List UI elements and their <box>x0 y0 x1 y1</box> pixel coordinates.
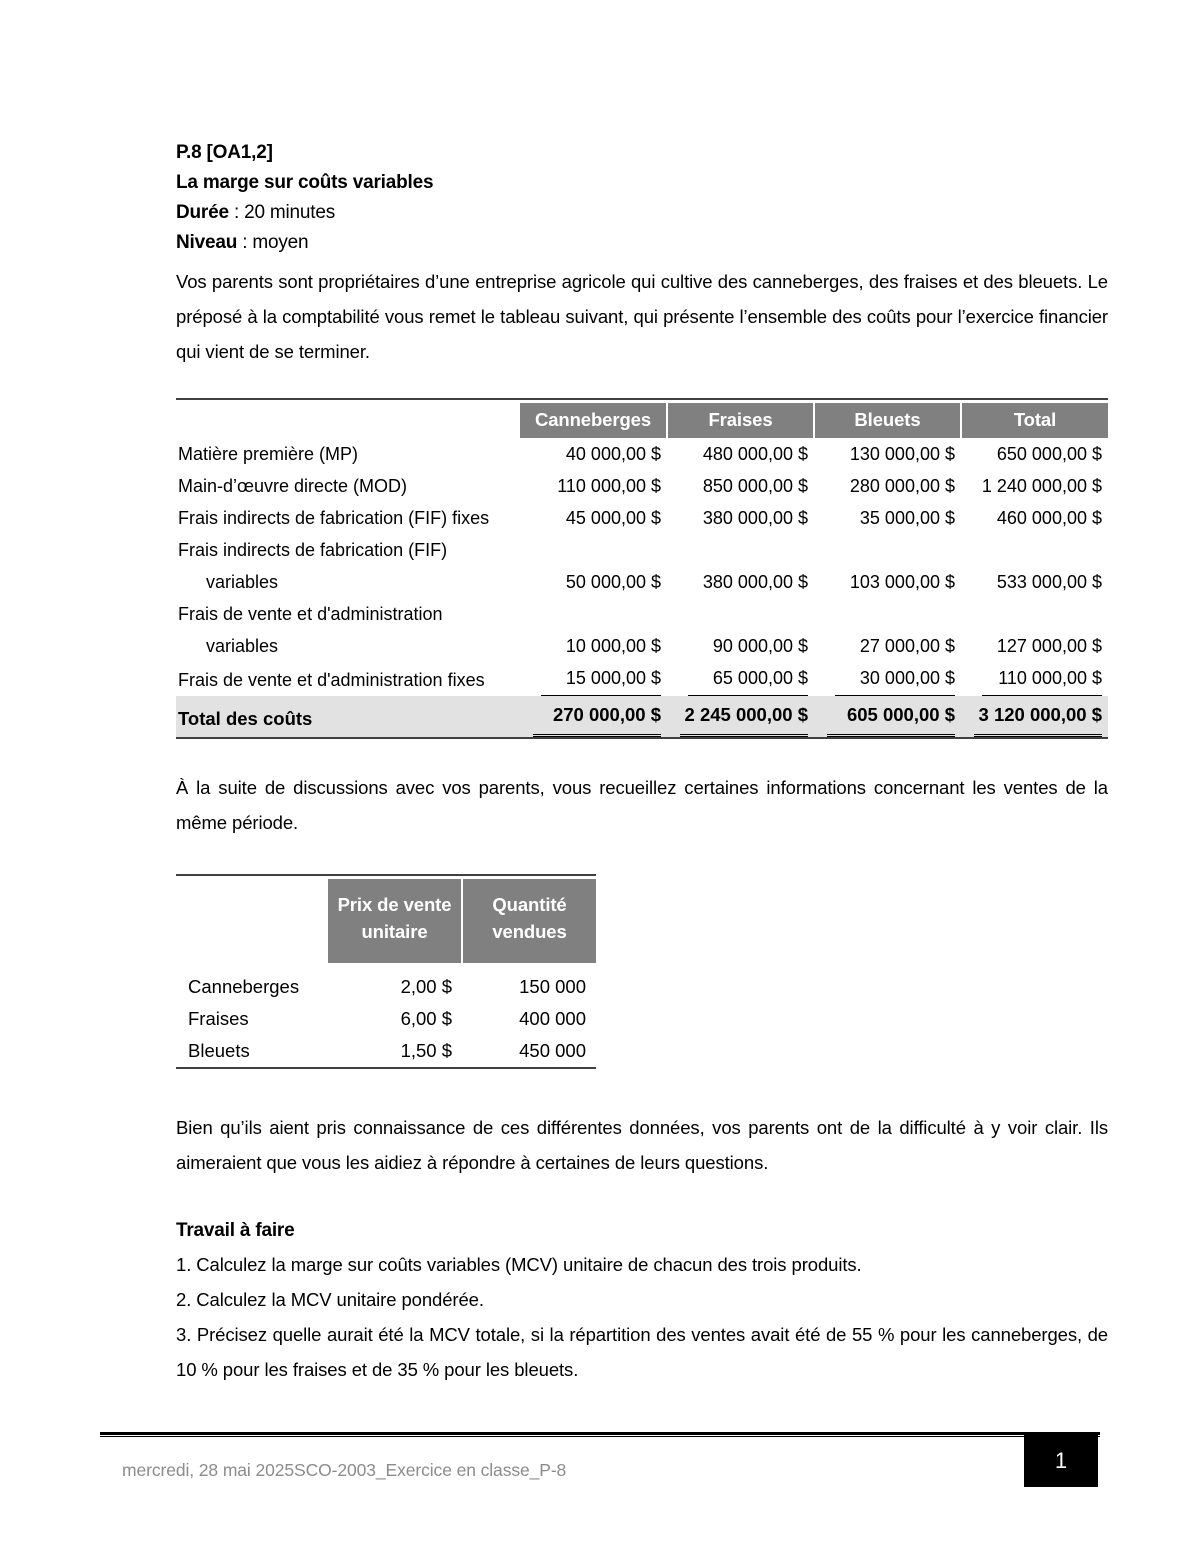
middle-paragraph: À la suite de discussions avec vos parents, vous recueillez certaines informations concernant les ventes de la même période. <box>176 777 1108 833</box>
sales-table-bottom-rule <box>176 1068 596 1072</box>
cost-table <box>176 398 1108 742</box>
cost-table-bottom-rule <box>176 738 1108 742</box>
table-row <box>176 438 1108 470</box>
total-cell: 2 245 000,00 $ <box>667 696 814 738</box>
table-row <box>176 534 1108 566</box>
table-row <box>176 662 1108 696</box>
total-cell: 3 120 000,00 $ <box>961 696 1108 738</box>
cost-cell-empty <box>667 598 814 630</box>
cost-cell-empty <box>520 598 667 630</box>
cost-col-header-canneberges: Canneberges <box>520 403 667 438</box>
total-row-label: Total des coûts <box>176 696 520 738</box>
work-item: 2. Calculez la MCV unitaire pondérée. <box>176 1289 484 1310</box>
cost-row-label: Main-d’œuvre directe (MOD) <box>178 476 408 496</box>
cost-cell: 850 000,00 $ <box>702 476 808 496</box>
table-row <box>176 598 1108 630</box>
cost-row-label: Frais de vente et d'administration fixes <box>178 670 485 690</box>
sales-price-cell: 6,00 $ <box>400 1008 452 1029</box>
table-row <box>176 502 1108 534</box>
sales-table <box>176 874 596 1072</box>
level-line <box>176 228 1108 258</box>
closing-paragraph: Bien qu’ils aient pris connaissance de ces différentes données, vos parents ont de la difficulté à y voir clair. Ils aimeraient que vous les aidiez à répondre à certaines de leurs questions. <box>176 1117 1108 1173</box>
cost-cell: 127 000,00 $ <box>996 636 1102 656</box>
cost-cell: 380 000,00 $ <box>702 508 808 528</box>
sales-quantity-cell: 400 000 <box>519 1008 586 1029</box>
exercise-code: P.8 [OA1,2] <box>176 142 273 163</box>
cost-cell: 110 000,00 $ <box>557 476 661 496</box>
sales-table-corner-cell <box>176 879 328 963</box>
cost-col-header-fraises: Fraises <box>667 403 814 438</box>
cost-cell: 30 000,00 $ <box>814 662 961 696</box>
duration-label: Durée <box>176 202 229 223</box>
cost-cell: 480 000,00 $ <box>702 444 808 464</box>
table-row <box>176 470 1108 502</box>
cost-cell-empty <box>520 534 667 566</box>
level-value: : moyen <box>237 232 309 253</box>
sales-table-header-row <box>176 879 596 963</box>
table-row <box>176 963 596 1003</box>
cost-row-label: Matière première (MP) <box>178 444 359 464</box>
sales-table-wrapper <box>176 874 1108 1072</box>
sales-quantity-cell: 450 000 <box>519 1040 586 1061</box>
sales-quantity-cell: 150 000 <box>519 976 586 997</box>
work-section-title: Travail à faire <box>176 1220 295 1241</box>
work-items-list <box>176 1247 1108 1387</box>
cost-row-label-cont: variables <box>206 572 279 592</box>
cost-cell: 10 000,00 $ <box>565 636 661 656</box>
sales-col-header-price: Prix de vente unitaire <box>328 879 462 963</box>
total-cell: 270 000,00 $ <box>520 696 667 738</box>
cost-cell: 50 000,00 $ <box>565 572 661 592</box>
sales-row-label: Canneberges <box>188 976 300 997</box>
cost-cell: 15 000,00 $ <box>520 662 667 696</box>
cost-cell: 90 000,00 $ <box>712 636 808 656</box>
cost-cell-empty <box>961 534 1108 566</box>
duration-value: : 20 minutes <box>228 202 336 223</box>
cost-cell: 40 000,00 $ <box>565 444 661 464</box>
cost-row-label: Frais de vente et d'administration <box>178 604 443 624</box>
intro-paragraph: Vos parents sont propriétaires d’une entreprise agricole qui cultive des canneberges, des fraises et des bleuets. Le préposé à la comptabilité vous remet le tableau suivant, qui présente l’ensemble des coûts pour l’exercice financier qui vient de se terminer. <box>176 271 1108 362</box>
cost-table-corner-cell <box>176 403 520 438</box>
cost-cell: 27 000,00 $ <box>859 636 955 656</box>
cost-cell: 103 000,00 $ <box>849 572 955 592</box>
cost-cell: 460 000,00 $ <box>996 508 1102 528</box>
cost-cell-empty <box>667 534 814 566</box>
footer-text: mercredi, 28 mai 2025SCO-2003_Exercice en classe_P-8 <box>122 1460 567 1480</box>
sales-row-label: Fraises <box>188 1008 249 1029</box>
sales-row-label: Bleuets <box>188 1040 250 1061</box>
cost-row-label: Frais indirects de fabrication (FIF) fixes <box>178 508 490 528</box>
cost-col-header-bleuets: Bleuets <box>814 403 961 438</box>
footer-rule <box>100 1432 1100 1437</box>
cost-cell: 35 000,00 $ <box>859 508 955 528</box>
level-label: Niveau <box>176 232 238 253</box>
sales-price-cell: 2,00 $ <box>400 976 452 997</box>
cost-cell: 380 000,00 $ <box>702 572 808 592</box>
cost-col-header-total: Total <box>961 403 1108 438</box>
page-number-box <box>1024 1435 1098 1487</box>
work-item: 1. Calculez la marge sur coûts variables (MCV) unitaire de chacun des trois produits. <box>176 1254 862 1275</box>
page-footer <box>100 1432 1100 1480</box>
table-row <box>176 1003 596 1035</box>
sales-price-cell: 1,50 $ <box>400 1040 452 1061</box>
page-number: 1 <box>1054 1448 1068 1473</box>
duration-line <box>176 198 1108 228</box>
cost-cell: 110 000,00 $ <box>961 662 1108 696</box>
total-cell: 605 000,00 $ <box>814 696 961 738</box>
exercise-title: La marge sur coûts variables <box>176 172 434 193</box>
cost-table-wrapper <box>176 398 1108 742</box>
cost-cell: 45 000,00 $ <box>565 508 661 528</box>
work-item: 3. Précisez quelle aurait été la MCV totale, si la répartition des ventes avait été de 55 % pour les canneberges, de 10 % pour les fraises et de 35 % pour les bleuets. <box>176 1324 1108 1380</box>
table-row <box>176 1035 596 1068</box>
cost-cell-empty <box>814 598 961 630</box>
cost-table-header-row <box>176 403 1108 438</box>
cost-row-label-cont: variables <box>206 636 279 656</box>
cost-cell: 280 000,00 $ <box>849 476 955 496</box>
cost-row-label: Frais indirects de fabrication (FIF) <box>178 540 448 560</box>
table-row <box>176 566 1108 598</box>
cost-cell-empty <box>814 534 961 566</box>
sales-col-header-quantity: Quantité vendues <box>462 879 596 963</box>
table-row <box>176 630 1108 662</box>
document-content <box>176 138 1108 1387</box>
cost-cell-empty <box>961 598 1108 630</box>
cost-cell: 1 240 000,00 $ <box>981 476 1102 496</box>
cost-table-total-row <box>176 696 1108 738</box>
cost-cell: 533 000,00 $ <box>996 572 1102 592</box>
cost-cell: 650 000,00 $ <box>996 444 1102 464</box>
cost-cell: 65 000,00 $ <box>667 662 814 696</box>
cost-cell: 130 000,00 $ <box>849 444 955 464</box>
